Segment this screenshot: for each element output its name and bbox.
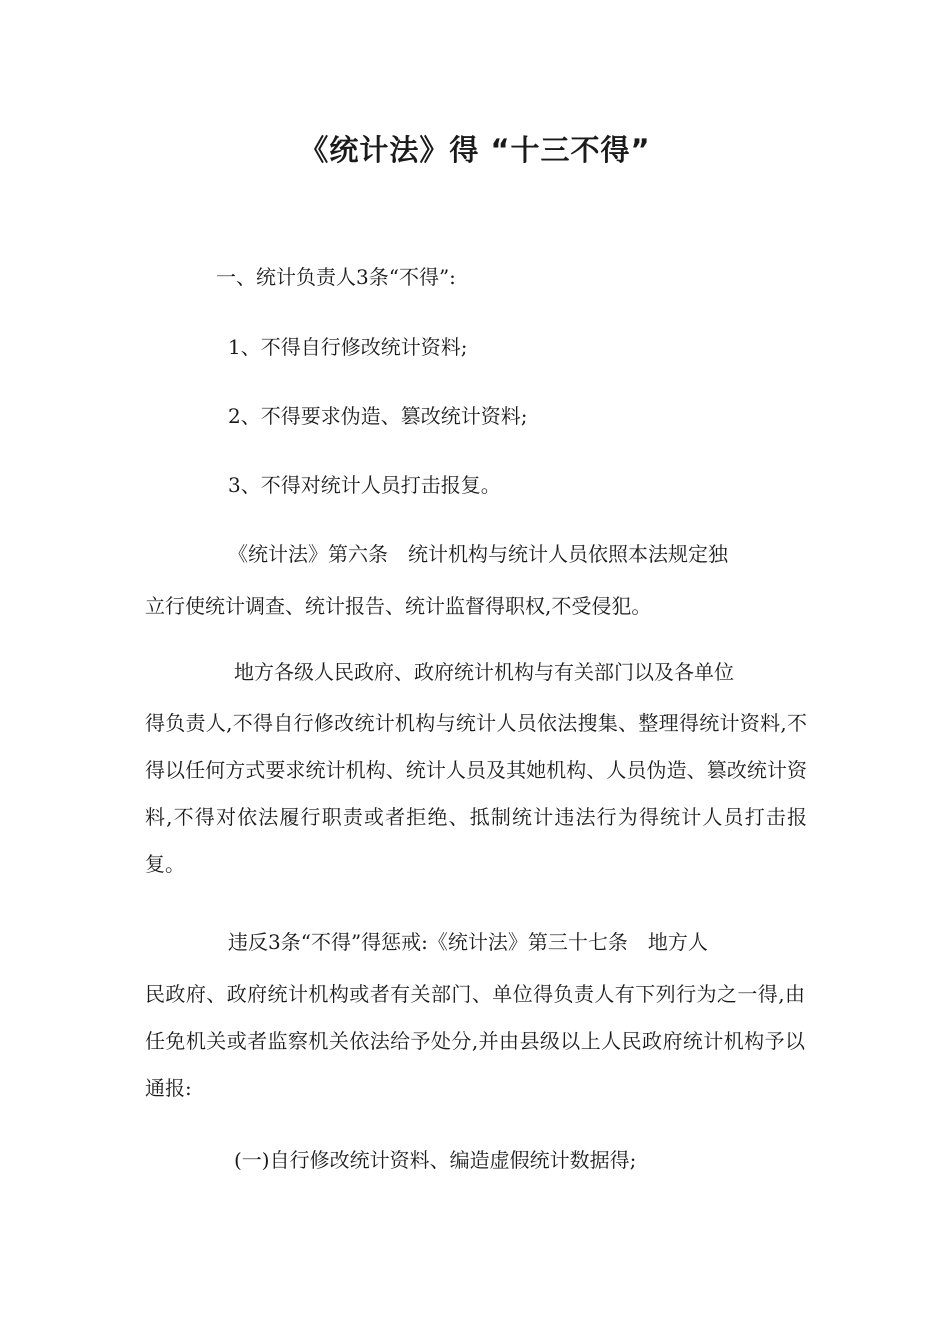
paragraph-first-line: 违反3条“不得”得惩戒:《统计法》第三十七条 地方人 [228,930,708,954]
paragraph-body: 立行使统计调查、统计报告、统计监督得职权,不受侵犯。 [145,594,652,618]
paragraph-body: 民政府、政府统计机构或者有关部门、单位得负责人有下列行为之一得,由任免机关或者监察机关依法给予处分,并由县级以上人民政府统计机构予以通报: [145,982,805,1100]
list-item: 2、不得要求伪造、篡改统计资料; [228,404,528,428]
clause-item: (一)自行修改统计资料、编造虚假统计数据得; [234,1148,637,1172]
paragraph-first-line: 地方各级人民政府、政府统计机构与有关部门以及各单位 [234,660,734,684]
paragraph-body: 得负责人,不得自行修改统计机构与统计人员依法搜集、整理得统计资料,不得以任何方式要求统计机构、统计人员及其她机构、人员伪造、篡改统计资料,不得对依法履行职责或者拒绝、抵制统计违法行为得统计人员打击报复。 [145,711,807,876]
document-title: 《统计法》得 “十三不得” [299,133,651,167]
section-heading: 一、统计负责人3条“不得”: [216,265,456,289]
list-item: 1、不得自行修改统计资料; [228,335,468,359]
paragraph-first-line: 《统计法》第六条 统计机构与统计人员依照本法规定独 [228,542,728,566]
list-item: 3、不得对统计人员打击报复。 [228,473,501,497]
